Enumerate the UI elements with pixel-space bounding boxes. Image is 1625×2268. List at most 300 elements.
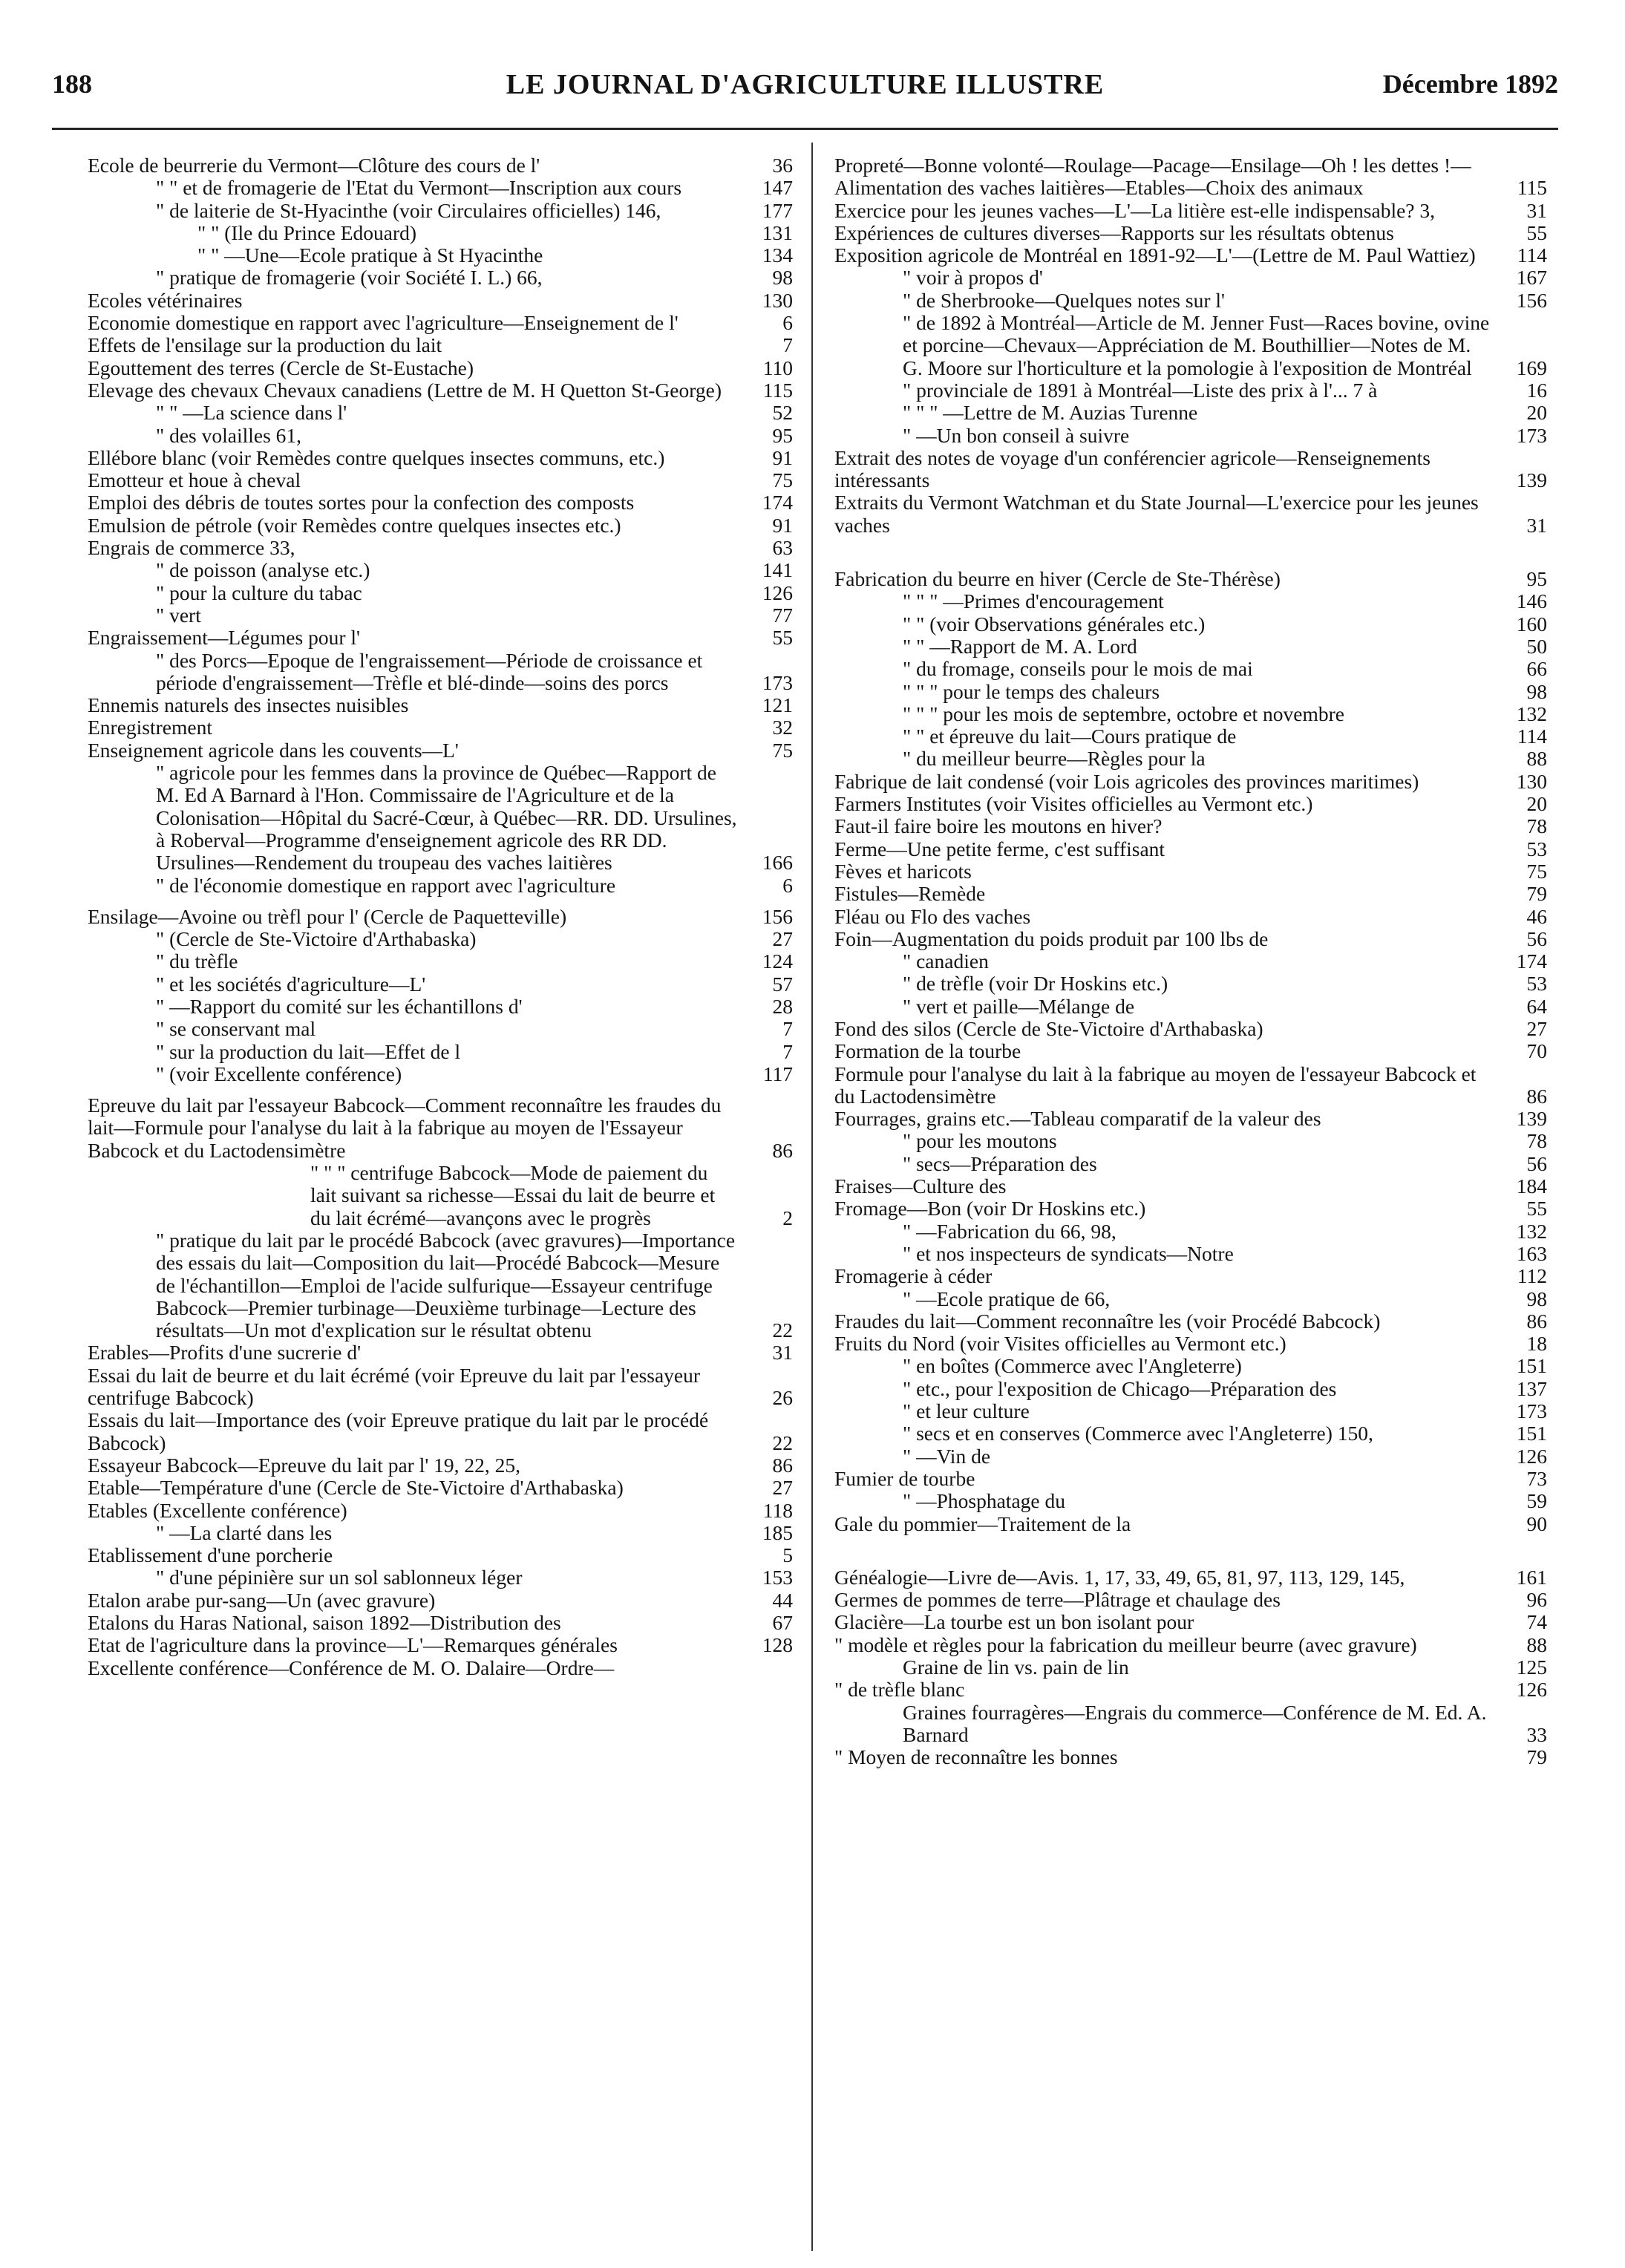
entry-page-number: 153	[762, 1566, 793, 1589]
index-entry	[834, 771, 1547, 793]
entry-page-number: 95	[1526, 567, 1547, 591]
entry-page-number: 139	[1516, 468, 1547, 492]
index-entry	[903, 748, 1547, 770]
entry-text: Enregistrement	[88, 716, 212, 739]
entry-text: " de poisson (analyse etc.)	[156, 558, 370, 582]
entry-text: " —Vin de	[903, 1444, 991, 1468]
index-entry	[834, 1468, 1547, 1490]
index-entry	[834, 1175, 1547, 1197]
entry-page-number: 146	[1516, 589, 1547, 613]
index-entry	[834, 244, 1547, 267]
entry-page-number: 59	[1526, 1489, 1547, 1513]
entry-text: Excellente conférence—Conférence de M. O. Dalaire—Ordre—	[88, 1656, 615, 1679]
entry-page-number: 75	[772, 468, 793, 492]
entry-page-number: 63	[772, 536, 793, 560]
entry-text: " " " —Lettre de M. Auzias Turenne	[903, 401, 1198, 425]
entry-text: Formation de la tourbe	[834, 1039, 1021, 1063]
entry-text: " de Sherbrooke—Quelques notes sur l'	[903, 288, 1225, 312]
entry-text: Engraissement—Légumes pour l'	[88, 626, 360, 650]
entry-page-number: 184	[1516, 1174, 1547, 1198]
entry-text: Gale du pommier—Traitement de la	[834, 1512, 1131, 1535]
index-entry	[834, 793, 1547, 815]
entry-page-number: 57	[772, 972, 793, 996]
page-header	[52, 68, 1558, 113]
entry-text: Fourrages, grains etc.—Tableau comparatif de la valeur des	[834, 1107, 1321, 1131]
index-entry	[834, 447, 1547, 492]
index-entry	[903, 1288, 1547, 1310]
entry-page-number: 161	[1516, 1565, 1547, 1589]
index-entry	[903, 703, 1547, 725]
entry-page-number: 86	[772, 1453, 793, 1477]
entry-text: Engrais de commerce 33,	[88, 536, 295, 560]
index-entry	[834, 838, 1547, 860]
index-entry	[834, 1535, 1547, 1589]
entry-page-number: 147	[762, 176, 793, 200]
entry-page-number: 26	[772, 1386, 793, 1410]
index-entry	[88, 694, 793, 716]
index-entry	[903, 658, 1547, 680]
header-rule	[52, 128, 1558, 130]
entry-text: " " (voir Observations générales etc.)	[903, 612, 1206, 635]
entry-page-number: 78	[1526, 1129, 1547, 1153]
entry-text: Extrait des notes de voyage d'un conférencier agricole—Renseignements intéressants	[834, 445, 1431, 492]
index-entry	[834, 906, 1547, 928]
entry-page-number: 18	[1526, 1332, 1547, 1356]
index-entry	[834, 1679, 1547, 1701]
index-entry	[88, 716, 793, 739]
entry-text: " etc., pour l'exposition de Chicago—Préparation des	[903, 1376, 1337, 1400]
entry-page-number: 16	[1526, 378, 1547, 402]
index-entry	[834, 491, 1547, 537]
entry-page-number: 98	[1526, 679, 1547, 703]
index-entry	[88, 627, 793, 649]
index-entry	[156, 425, 793, 447]
entry-text: " des volailles 61,	[156, 423, 302, 447]
entry-text: Etalons du Haras National, saison 1892—Distribution des	[88, 1611, 561, 1634]
index-entry	[156, 996, 793, 1018]
entry-page-number: 78	[1526, 814, 1547, 838]
entry-page-number: 118	[762, 1498, 793, 1522]
index-entry	[156, 1566, 793, 1589]
index-entry	[903, 1355, 1547, 1377]
entry-text: Faut-il faire boire les moutons en hiver?	[834, 814, 1163, 838]
entry-text: " " —Une—Ecole pratique à St Hyacinthe	[197, 244, 543, 267]
index-entry	[156, 973, 793, 996]
entry-text: Farmers Institutes (voir Visites officielles au Vermont etc.)	[834, 792, 1313, 816]
index-entry	[88, 469, 793, 491]
entry-page-number: 121	[762, 693, 793, 717]
entry-page-number: 110	[762, 356, 793, 379]
index-entry	[88, 154, 793, 177]
index-entry	[156, 950, 793, 973]
entry-page-number: 75	[1526, 859, 1547, 883]
entry-text: Généalogie—Livre de—Avis. 1, 17, 33, 49, 65, 81, 97, 113, 129, 145,	[834, 1565, 1405, 1589]
entry-text: " de 1892 à Montréal—Article de M. Jenner Fust—Races bovine, ovine et porcine—Chevaux—Appréciation de M. Bouthillier—Notes de M. G. Moore sur l'horticulture et la pomologie à l'exposition de Montréal	[903, 311, 1490, 379]
index-entry	[156, 177, 793, 199]
entry-text: Graines fourragères—Engrais du commerce—Conférence de M. Ed. A. Barnard	[903, 1700, 1487, 1746]
index-entry	[156, 1018, 793, 1040]
index-entry	[156, 1063, 793, 1085]
entry-page-number: 91	[772, 445, 793, 469]
entry-page-number: 52	[772, 401, 793, 425]
index-entry	[156, 762, 793, 874]
index-entry	[903, 1702, 1547, 1747]
index-entry	[834, 860, 1547, 883]
index-entry	[156, 559, 793, 581]
index-entry	[88, 1365, 793, 1410]
entry-page-number: 6	[782, 873, 793, 897]
entry-page-number: 173	[1516, 423, 1547, 447]
index-entry	[88, 447, 793, 469]
entry-text: " agricole pour les femmes dans la province de Québec—Rapport de M. Ed A Barnard à l'Hon. Commissaire de l'Agriculture et de la Colonisation—Hôpital du Sacré-Cœur, à Québec—RR. DD. Ursulines, à Roberval—Programme d'enseignement agricole des RR DD. Ursulines—Rendement du troupeau des vaches laitières	[156, 761, 737, 875]
entry-page-number: 128	[762, 1633, 793, 1657]
index-entry	[834, 222, 1547, 244]
index-entry	[834, 1018, 1547, 1040]
entry-page-number: 173	[762, 670, 793, 694]
entry-text: Ferme—Une petite ferme, c'est suffisant	[834, 837, 1165, 860]
entry-page-number: 88	[1526, 747, 1547, 771]
entry-text: " pour la culture du tabac	[156, 581, 362, 604]
entry-text: " " —Rapport de M. A. Lord	[903, 634, 1137, 658]
entry-page-number: 174	[762, 491, 793, 514]
entry-page-number: 86	[1526, 1309, 1547, 1333]
entry-page-number: 79	[1526, 882, 1547, 906]
entry-text: " " " centrifuge Babcock—Mode de paiement du lait suivant sa richesse—Essai du lait de beurre et du lait écrémé—avançons avec le progrès	[310, 1161, 716, 1229]
entry-page-number: 163	[1516, 1241, 1547, 1265]
index-entry	[903, 996, 1547, 1018]
index-entry	[156, 267, 793, 289]
journal-title: LE JOURNAL D'AGRICULTURE ILLUSTRE	[506, 69, 1105, 100]
entry-page-number: 77	[772, 603, 793, 627]
index-entry	[156, 604, 793, 627]
entry-page-number: 67	[772, 1611, 793, 1634]
index-entry	[156, 582, 793, 604]
entry-text: " sur la production du lait—Effet de l	[156, 1039, 461, 1063]
index-entry	[903, 950, 1547, 973]
index-entry	[903, 1130, 1547, 1152]
index-entry	[310, 1162, 793, 1229]
entry-page-number: 33	[1526, 1722, 1547, 1746]
entry-page-number: 86	[772, 1138, 793, 1162]
index-entry	[903, 1243, 1547, 1265]
entry-text: " pour les moutons	[903, 1129, 1057, 1153]
entry-page-number: 79	[1526, 1745, 1547, 1769]
entry-text: Ellébore blanc (voir Remèdes contre quelques insectes communs, etc.)	[88, 445, 665, 469]
index-entry	[88, 312, 793, 334]
entry-text: " de trèfle blanc	[834, 1678, 965, 1702]
entry-page-number: 56	[1526, 927, 1547, 950]
entry-page-number: 126	[1516, 1678, 1547, 1702]
entry-page-number: 115	[762, 378, 793, 402]
entry-page-number: 141	[762, 558, 793, 582]
index-entry	[903, 1445, 1547, 1468]
index-entry	[88, 1657, 793, 1679]
index-entry	[88, 514, 793, 537]
index-entry	[834, 537, 1547, 590]
index-entry	[834, 1265, 1547, 1287]
entry-text: Etables (Excellente conférence)	[88, 1498, 347, 1522]
entry-page-number: 151	[1516, 1354, 1547, 1378]
entry-page-number: 50	[1526, 634, 1547, 658]
entry-text: Extraits du Vermont Watchman et du State Journal—L'exercice pour les jeunes vaches	[834, 491, 1479, 537]
entry-page-number: 70	[1526, 1039, 1547, 1063]
entry-text: " et les sociétés d'agriculture—L'	[156, 972, 426, 996]
entry-text: Glacière—La tourbe est un bon isolant pour	[834, 1610, 1194, 1634]
index-entry	[156, 402, 793, 424]
entry-text: Etable—Température d'une (Cercle de Ste-Victoire d'Arthabaska)	[88, 1476, 624, 1500]
entry-page-number: 7	[782, 1017, 793, 1041]
entry-text: Emploi des débris de toutes sortes pour la confection des composts	[88, 491, 635, 514]
entry-text: Ecoles vétérinaires	[88, 288, 243, 312]
entry-text: Enseignement agricole dans les couvents—L'	[88, 738, 459, 762]
entry-page-number: 137	[1516, 1376, 1547, 1400]
entry-page-number: 177	[762, 198, 793, 222]
entry-text: Fèves et haricots	[834, 859, 972, 883]
issue-date: Décembre 1892	[1382, 69, 1558, 99]
entry-text: " vert	[156, 603, 201, 627]
index-entry	[834, 1513, 1547, 1535]
entry-page-number: 73	[1526, 1466, 1547, 1490]
index-entry	[88, 334, 793, 356]
entry-text: Emulsion de pétrole (voir Remèdes contre quelques insectes etc.)	[88, 513, 621, 537]
entry-page-number: 115	[1517, 176, 1547, 200]
index-entry	[903, 267, 1547, 289]
entry-text: " canadien	[903, 950, 989, 973]
entry-page-number: 55	[1526, 1197, 1547, 1220]
index-entry	[834, 1108, 1547, 1130]
index-entry	[88, 379, 793, 402]
index-entry	[903, 590, 1547, 612]
entry-page-number: 160	[1516, 612, 1547, 635]
entry-text: Fistules—Remède	[834, 882, 986, 906]
entry-text: Formule pour l'analyse du lait à la fabrique au moyen de l'essayeur Babcock et du Lactodensimètre	[834, 1062, 1477, 1108]
entry-text: " —Rapport du comité sur les échantillons d'	[156, 994, 523, 1018]
entry-page-number: 31	[1526, 198, 1547, 222]
entry-page-number: 6	[782, 311, 793, 335]
index-entry	[903, 1400, 1547, 1422]
entry-text: " du trèfle	[156, 950, 238, 973]
index-entry	[903, 613, 1547, 635]
index-entry	[903, 1656, 1547, 1679]
entry-page-number: 130	[762, 288, 793, 312]
index-entry	[834, 154, 1547, 200]
index-entry	[88, 739, 793, 762]
index-entry	[903, 290, 1547, 312]
entry-text: Epreuve du lait par l'essayeur Babcock—Comment reconnaître les fraudes du lait—Formule pour l'analyse du lait à la fabrique au moyen de l'Essayeur Babcock et du Lactodensimètre	[88, 1094, 722, 1162]
entry-page-number: 139	[1516, 1107, 1547, 1131]
entry-text: Economie domestique en rapport avec l'agriculture—Enseignement de l'	[88, 311, 679, 335]
index-entry	[197, 244, 793, 267]
index-entry	[156, 928, 793, 950]
index-entry	[88, 1612, 793, 1634]
index-entry	[834, 1040, 1547, 1062]
index-entry	[903, 1153, 1547, 1175]
entry-page-number: 124	[762, 950, 793, 973]
entry-page-number: 7	[782, 1039, 793, 1063]
index-entry	[834, 1634, 1547, 1656]
entry-page-number: 156	[762, 904, 793, 928]
index-entry	[88, 1085, 793, 1162]
entry-page-number: 27	[1526, 1016, 1547, 1040]
entry-text: Fléau ou Flo des vaches	[834, 904, 1031, 928]
index-entry	[88, 1544, 793, 1566]
entry-text: Erables—Profits d'une sucrerie d'	[88, 1341, 362, 1365]
entry-text: Fraudes du lait—Comment reconnaître les (voir Procédé Babcock)	[834, 1309, 1381, 1333]
entry-page-number: 36	[772, 154, 793, 177]
index-entry	[88, 537, 793, 559]
entry-page-number: 46	[1526, 904, 1547, 928]
index-entry	[88, 1634, 793, 1656]
entry-text: " —La clarté dans les	[156, 1520, 333, 1544]
entry-text: " en boîtes (Commerce avec l'Angleterre)	[903, 1354, 1242, 1378]
entry-page-number: 90	[1526, 1512, 1547, 1535]
entry-text: Etablissement d'une porcherie	[88, 1543, 333, 1567]
entry-text: Fromage—Bon (voir Dr Hoskins etc.)	[834, 1197, 1146, 1220]
entry-text: " des Porcs—Epoque de l'engraissement—Période de croissance et période d'engraissement—Trèfle et blé-dinde—soins des porcs	[156, 648, 703, 694]
index-entry	[834, 815, 1547, 837]
entry-text: Ensilage—Avoine ou trèfl pour l' (Cercle de Paquetteville)	[88, 904, 567, 928]
index-entry	[88, 491, 793, 514]
entry-page-number: 20	[1526, 792, 1547, 816]
entry-text: " voir à propos d'	[903, 266, 1043, 290]
entry-text: Exposition agricole de Montréal en 1891-92—L'—(Lettre de M. Paul Wattiez)	[834, 244, 1476, 267]
index-entry	[834, 1310, 1547, 1333]
entry-page-number: 173	[1516, 1399, 1547, 1423]
index-entry	[834, 1589, 1547, 1611]
index-entry	[834, 883, 1547, 905]
entry-page-number: 185	[762, 1520, 793, 1544]
entry-text: Germes de pommes de terre—Plâtrage et chaulage des	[834, 1588, 1281, 1612]
entry-page-number: 156	[1516, 288, 1547, 312]
index-entry	[834, 200, 1547, 222]
entry-text: Expériences de cultures diverses—Rapports sur les résultats obtenus	[834, 220, 1394, 244]
index-entry	[903, 1422, 1547, 1445]
entry-page-number: 55	[1526, 220, 1547, 244]
entry-page-number: 53	[1526, 972, 1547, 996]
entry-text: Ecole de beurrerie du Vermont—Clôture des cours de l'	[88, 154, 540, 177]
index-entry	[903, 402, 1547, 424]
entry-text: " " (Ile du Prince Edouard)	[197, 220, 417, 244]
entry-text: " secs et en conserves (Commerce avec l'Angleterre) 150,	[903, 1422, 1373, 1445]
entry-text: " du fromage, conseils pour le mois de mai	[903, 657, 1253, 681]
entry-text: " d'une pépinière sur un sol sablonneux léger	[156, 1566, 523, 1589]
entry-text: " se conservant mal	[156, 1017, 316, 1041]
entry-page-number: 98	[1526, 1287, 1547, 1310]
entry-text: Essai du lait de beurre et du lait écrémé (voir Epreuve du lait par l'essayeur centrifuge Babcock)	[88, 1363, 701, 1410]
index-entry	[903, 312, 1547, 379]
index-column-left	[88, 154, 793, 1679]
entry-text: " " et épreuve du lait—Cours pratique de	[903, 725, 1237, 748]
index-entry	[156, 1041, 793, 1063]
index-entry	[88, 1589, 793, 1612]
entry-text: Essais du lait—Importance des (voir Epreuve pratique du lait par le procédé Babcock)	[88, 1408, 709, 1454]
entry-page-number: 56	[1526, 1151, 1547, 1175]
entry-page-number: 75	[772, 738, 793, 762]
entry-text: " de trèfle (voir Dr Hoskins etc.)	[903, 972, 1168, 996]
index-entry	[903, 635, 1547, 658]
index-entry	[88, 1454, 793, 1477]
entry-page-number: 174	[1516, 950, 1547, 973]
index-entry	[834, 1333, 1547, 1355]
entry-page-number: 112	[1517, 1264, 1547, 1288]
entry-text: " de laiterie de St-Hyacinthe (voir Circulaires officielles) 146,	[156, 198, 661, 222]
entry-page-number: 88	[1526, 1633, 1547, 1656]
entry-text: Essayeur Babcock—Epreuve du lait par l' 19, 22, 25,	[88, 1453, 521, 1477]
entry-page-number: 169	[1516, 356, 1547, 379]
entry-page-number: 134	[762, 244, 793, 267]
entry-page-number: 53	[1526, 837, 1547, 860]
entry-page-number: 151	[1516, 1422, 1547, 1445]
entry-text: Fond des silos (Cercle de Ste-Victoire d'Arthabaska)	[834, 1016, 1263, 1040]
index-entry	[88, 1409, 793, 1454]
entry-page-number: 31	[772, 1341, 793, 1365]
entry-page-number: 27	[772, 1476, 793, 1500]
entry-page-number: 98	[772, 266, 793, 290]
entry-page-number: 2	[782, 1206, 793, 1229]
entry-page-number: 64	[1526, 994, 1547, 1018]
entry-text: " —Un bon conseil à suivre	[903, 423, 1130, 447]
entry-text: " Moyen de reconnaître les bonnes	[834, 1745, 1118, 1769]
index-entry	[903, 1490, 1547, 1512]
entry-page-number: 96	[1526, 1588, 1547, 1612]
entry-text: Foin—Augmentation du poids produit par 100 lbs de	[834, 927, 1269, 950]
entry-page-number: 27	[772, 927, 793, 951]
entry-text: " de l'économie domestique en rapport avec l'agriculture	[156, 873, 616, 897]
entry-text: Ennemis naturels des insectes nuisibles	[88, 693, 409, 717]
entry-page-number: 55	[772, 626, 793, 650]
entry-text: " " —La science dans l'	[156, 401, 347, 425]
index-column-right	[834, 154, 1547, 1768]
entry-text: Etat de l'agriculture dans la province—L'—Remarques générales	[88, 1633, 618, 1657]
index-entry	[903, 725, 1547, 748]
index-entry	[834, 1063, 1547, 1108]
entry-text: Etalon arabe pur-sang—Un (avec gravure)	[88, 1588, 436, 1612]
entry-text: " pratique de fromagerie (voir Société I. L.) 66,	[156, 266, 543, 290]
index-entry	[197, 222, 793, 244]
entry-page-number: 114	[1517, 725, 1547, 748]
entry-page-number: 117	[762, 1062, 793, 1085]
entry-page-number: 28	[772, 994, 793, 1018]
entry-text: " —Fabrication du 66, 98,	[903, 1219, 1116, 1243]
index-entry	[156, 1522, 793, 1544]
entry-page-number: 44	[772, 1588, 793, 1612]
index-entry	[156, 650, 793, 695]
entry-text: " —Phosphatage du	[903, 1489, 1065, 1513]
entry-page-number: 74	[1526, 1610, 1547, 1634]
entry-text: Fabrication du beurre en hiver (Cercle de Ste-Thérèse)	[834, 567, 1281, 591]
entry-text: Exercice pour les jeunes vaches—L'—La litière est-elle indispensable? 3,	[834, 198, 1436, 222]
index-entry	[156, 1229, 793, 1341]
index-entry	[88, 1477, 793, 1499]
entry-text: " et leur culture	[903, 1399, 1030, 1423]
entry-page-number: 22	[772, 1431, 793, 1454]
entry-text: Fromagerie à céder	[834, 1264, 993, 1288]
page-number: 188	[52, 69, 92, 99]
index-entry	[88, 290, 793, 312]
entry-page-number: 126	[1516, 1444, 1547, 1468]
entry-page-number: 132	[1516, 1219, 1547, 1243]
index-entry	[903, 1220, 1547, 1243]
entry-text: " vert et paille—Mélange de	[903, 994, 1135, 1018]
entry-text: Fabrique de lait condensé (voir Lois agricoles des provinces maritimes)	[834, 769, 1419, 793]
entry-page-number: 7	[782, 333, 793, 357]
index-entry	[156, 875, 793, 897]
index-entry	[903, 973, 1547, 995]
entry-page-number: 130	[1516, 769, 1547, 793]
entry-text: " pratique du lait par le procédé Babcock (avec gravures)—Importance des essais du lait—Composition du lait—Procédé Babcock—Mesure de l'échantillon—Emploi de l'acide sulfurique—Essayeur centrifuge Babcock—Premier turbinage—Deuxième turbinage—Lecture des résultats—Un mot d'explication sur le résultat obtenu	[156, 1228, 736, 1342]
index-entry	[903, 379, 1547, 402]
index-entry	[834, 1197, 1547, 1220]
